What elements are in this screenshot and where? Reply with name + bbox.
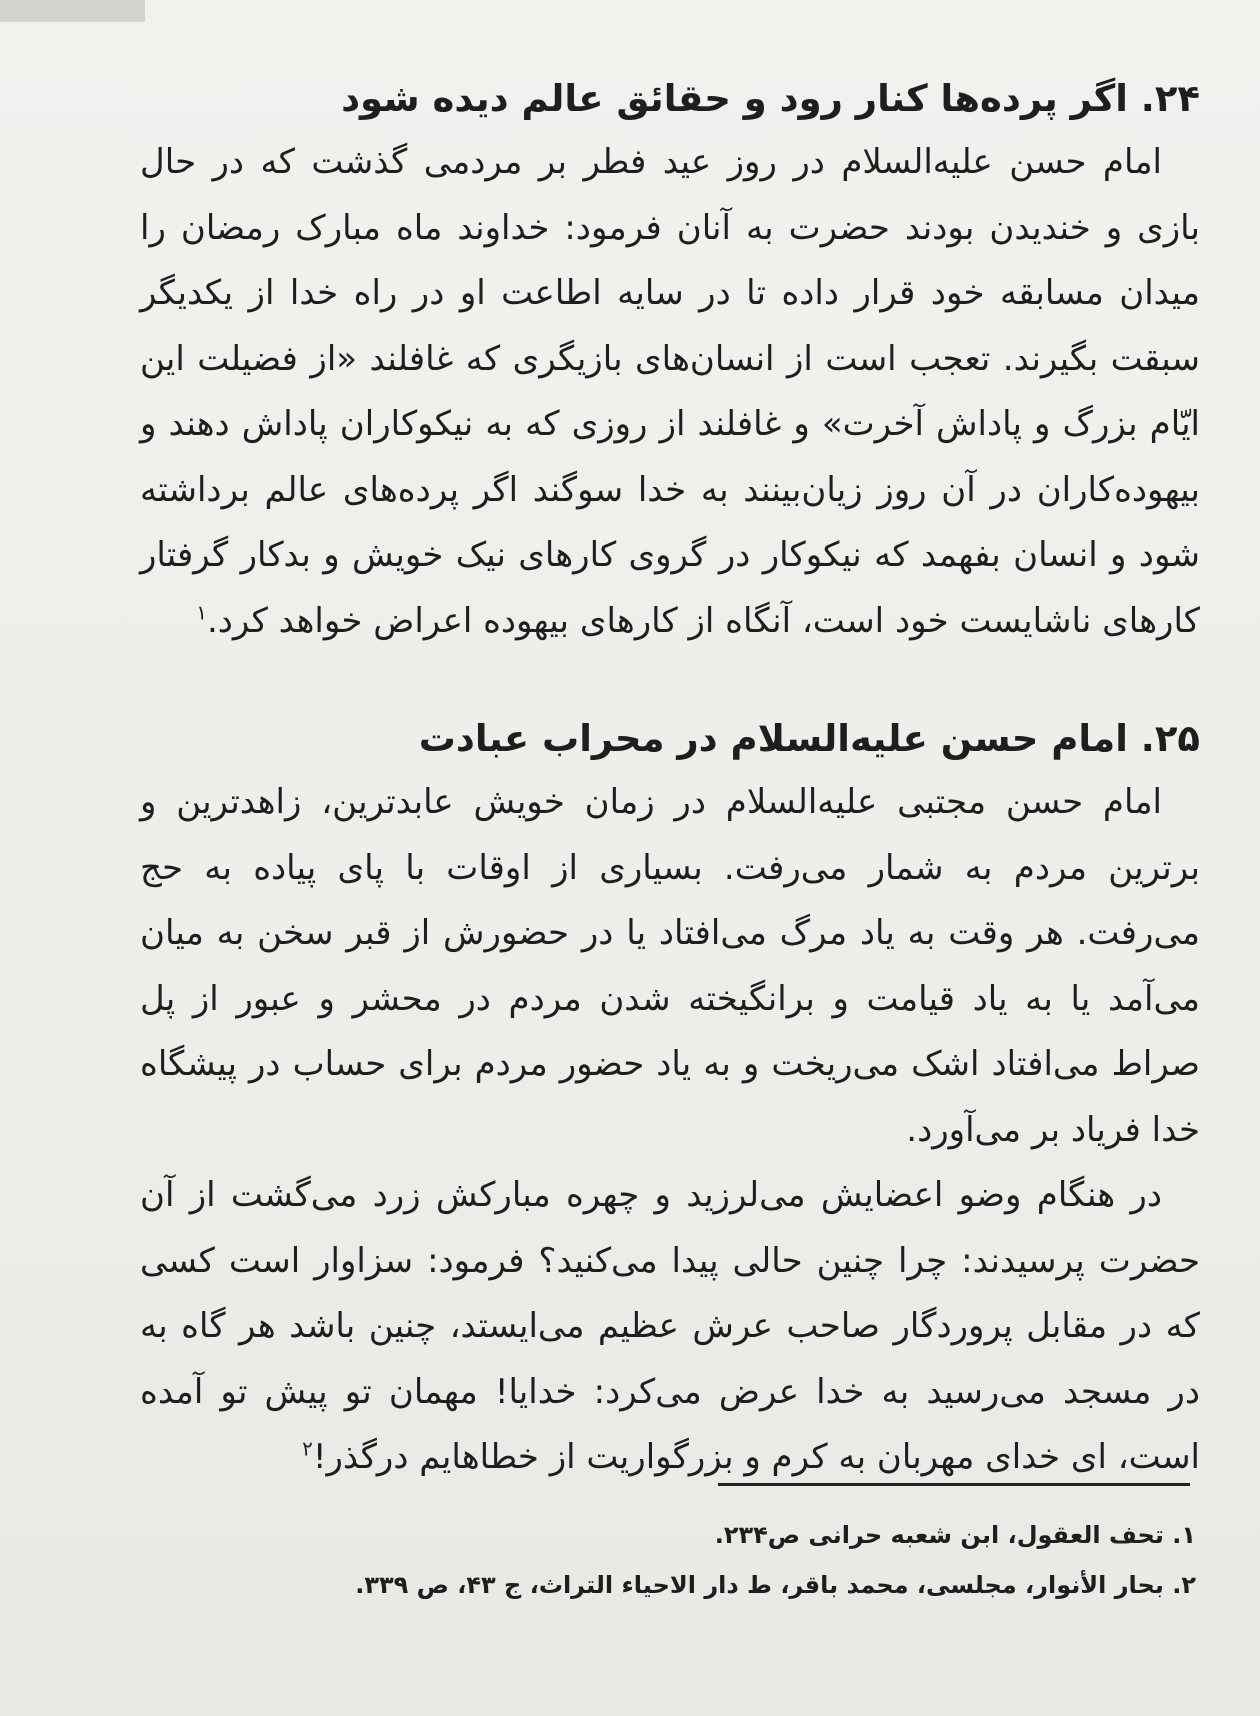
- section-25-paragraph-1: امام حسن مجتبی علیه‌السلام در زمان خویش عابدترین، زاهدترین و برترین مردم به شمار می‌رفت. بسیاری از اوقات با پای پیاده به حج می‌رفت. هر وقت به یاد مرگ می‌افتاد یا در حضورش از قبر سخن به میان می‌آمد یا به یاد قیامت و برانگیخته شدن مردم در محشر و عبور از پل صراط می‌افتاد اشک می‌ریخت و به یاد حضور مردم برای حساب در پیشگاه خدا فریاد بر می‌آورد.: [140, 782, 1200, 1150]
- section-24-text: امام حسن علیه‌السلام در روز عید فطر بر مردمی گذشت که در حال بازی و خندیدن بودند حضرت به آنان فرمود: خداوند ماه مبارک رمضان را میدان مسابقه خود قرار داده تا در سایه اطاعت او در راه خدا از یکدیگر سبقت بگیرند. تعجب است از انسان‌های بازیگری که غافلند «از فضیلت این ایّام بزرگ و پاداش آخرت» و غافلند از روزی که به نیکوکاران پاداش دهند و بیهوده‌کاران در آن روز زیان‌بینند به خدا سوگند اگر پرده‌های عالم برداشته شود و انسان بفهمد که نیکوکار در گروی کارهای نیک خویش و بدکار گرفتار کارهای ناشایست خود است، آنگاه از کارهای بیهوده اعراض خواهد کرد.: [140, 142, 1200, 641]
- footnote-ref-1: ۱: [196, 600, 207, 625]
- footnote-separator: [718, 1483, 1190, 1486]
- section-25-title: ۲۵. امام حسن علیه‌السلام در محراب عبادت: [418, 717, 1200, 760]
- footnote-2: ۲. بحار الأنوار، مجلسی، محمد باقر، ط دار الاحیاء التراث، ج ۴۳، ص ۳۳۹.: [355, 1571, 1196, 1599]
- section-24-title: ۲۴. اگر پرده‌ها کنار رود و حقائق عالم دیده شود: [341, 77, 1200, 120]
- footnote-ref-2: ۲: [302, 1436, 313, 1461]
- section-spacer: [140, 654, 1200, 708]
- footnote-1: ۱. تحف العقول، ابن شعبه حرانی ص۲۳۴.: [714, 1521, 1196, 1549]
- page-body: [140, 68, 1200, 1491]
- page-corner-tab: [0, 0, 145, 22]
- footnotes: [140, 1510, 1196, 1610]
- section-24-paragraph: [140, 130, 1200, 654]
- section-25-text-2: در هنگام وضو اعضایش می‌لرزید و چهره مبارکش زرد می‌گشت از آن حضرت پرسیدند: چرا چنین حالی پیدا می‌کنید؟ فرمود: سزاوار است کسی که در مقابل پروردگار صاحب عرش عظیم می‌ایستد، چنین باشد هر گاه به در مسجد می‌رسید به خدا عرض می‌کرد: خدایا! مهمان تو پیش تو آمده است، ای خدای مهربان به کرم و بزرگواریت از خطاهایم درگذر!: [140, 1175, 1200, 1477]
- section-25-paragraph-2: [140, 1163, 1200, 1491]
